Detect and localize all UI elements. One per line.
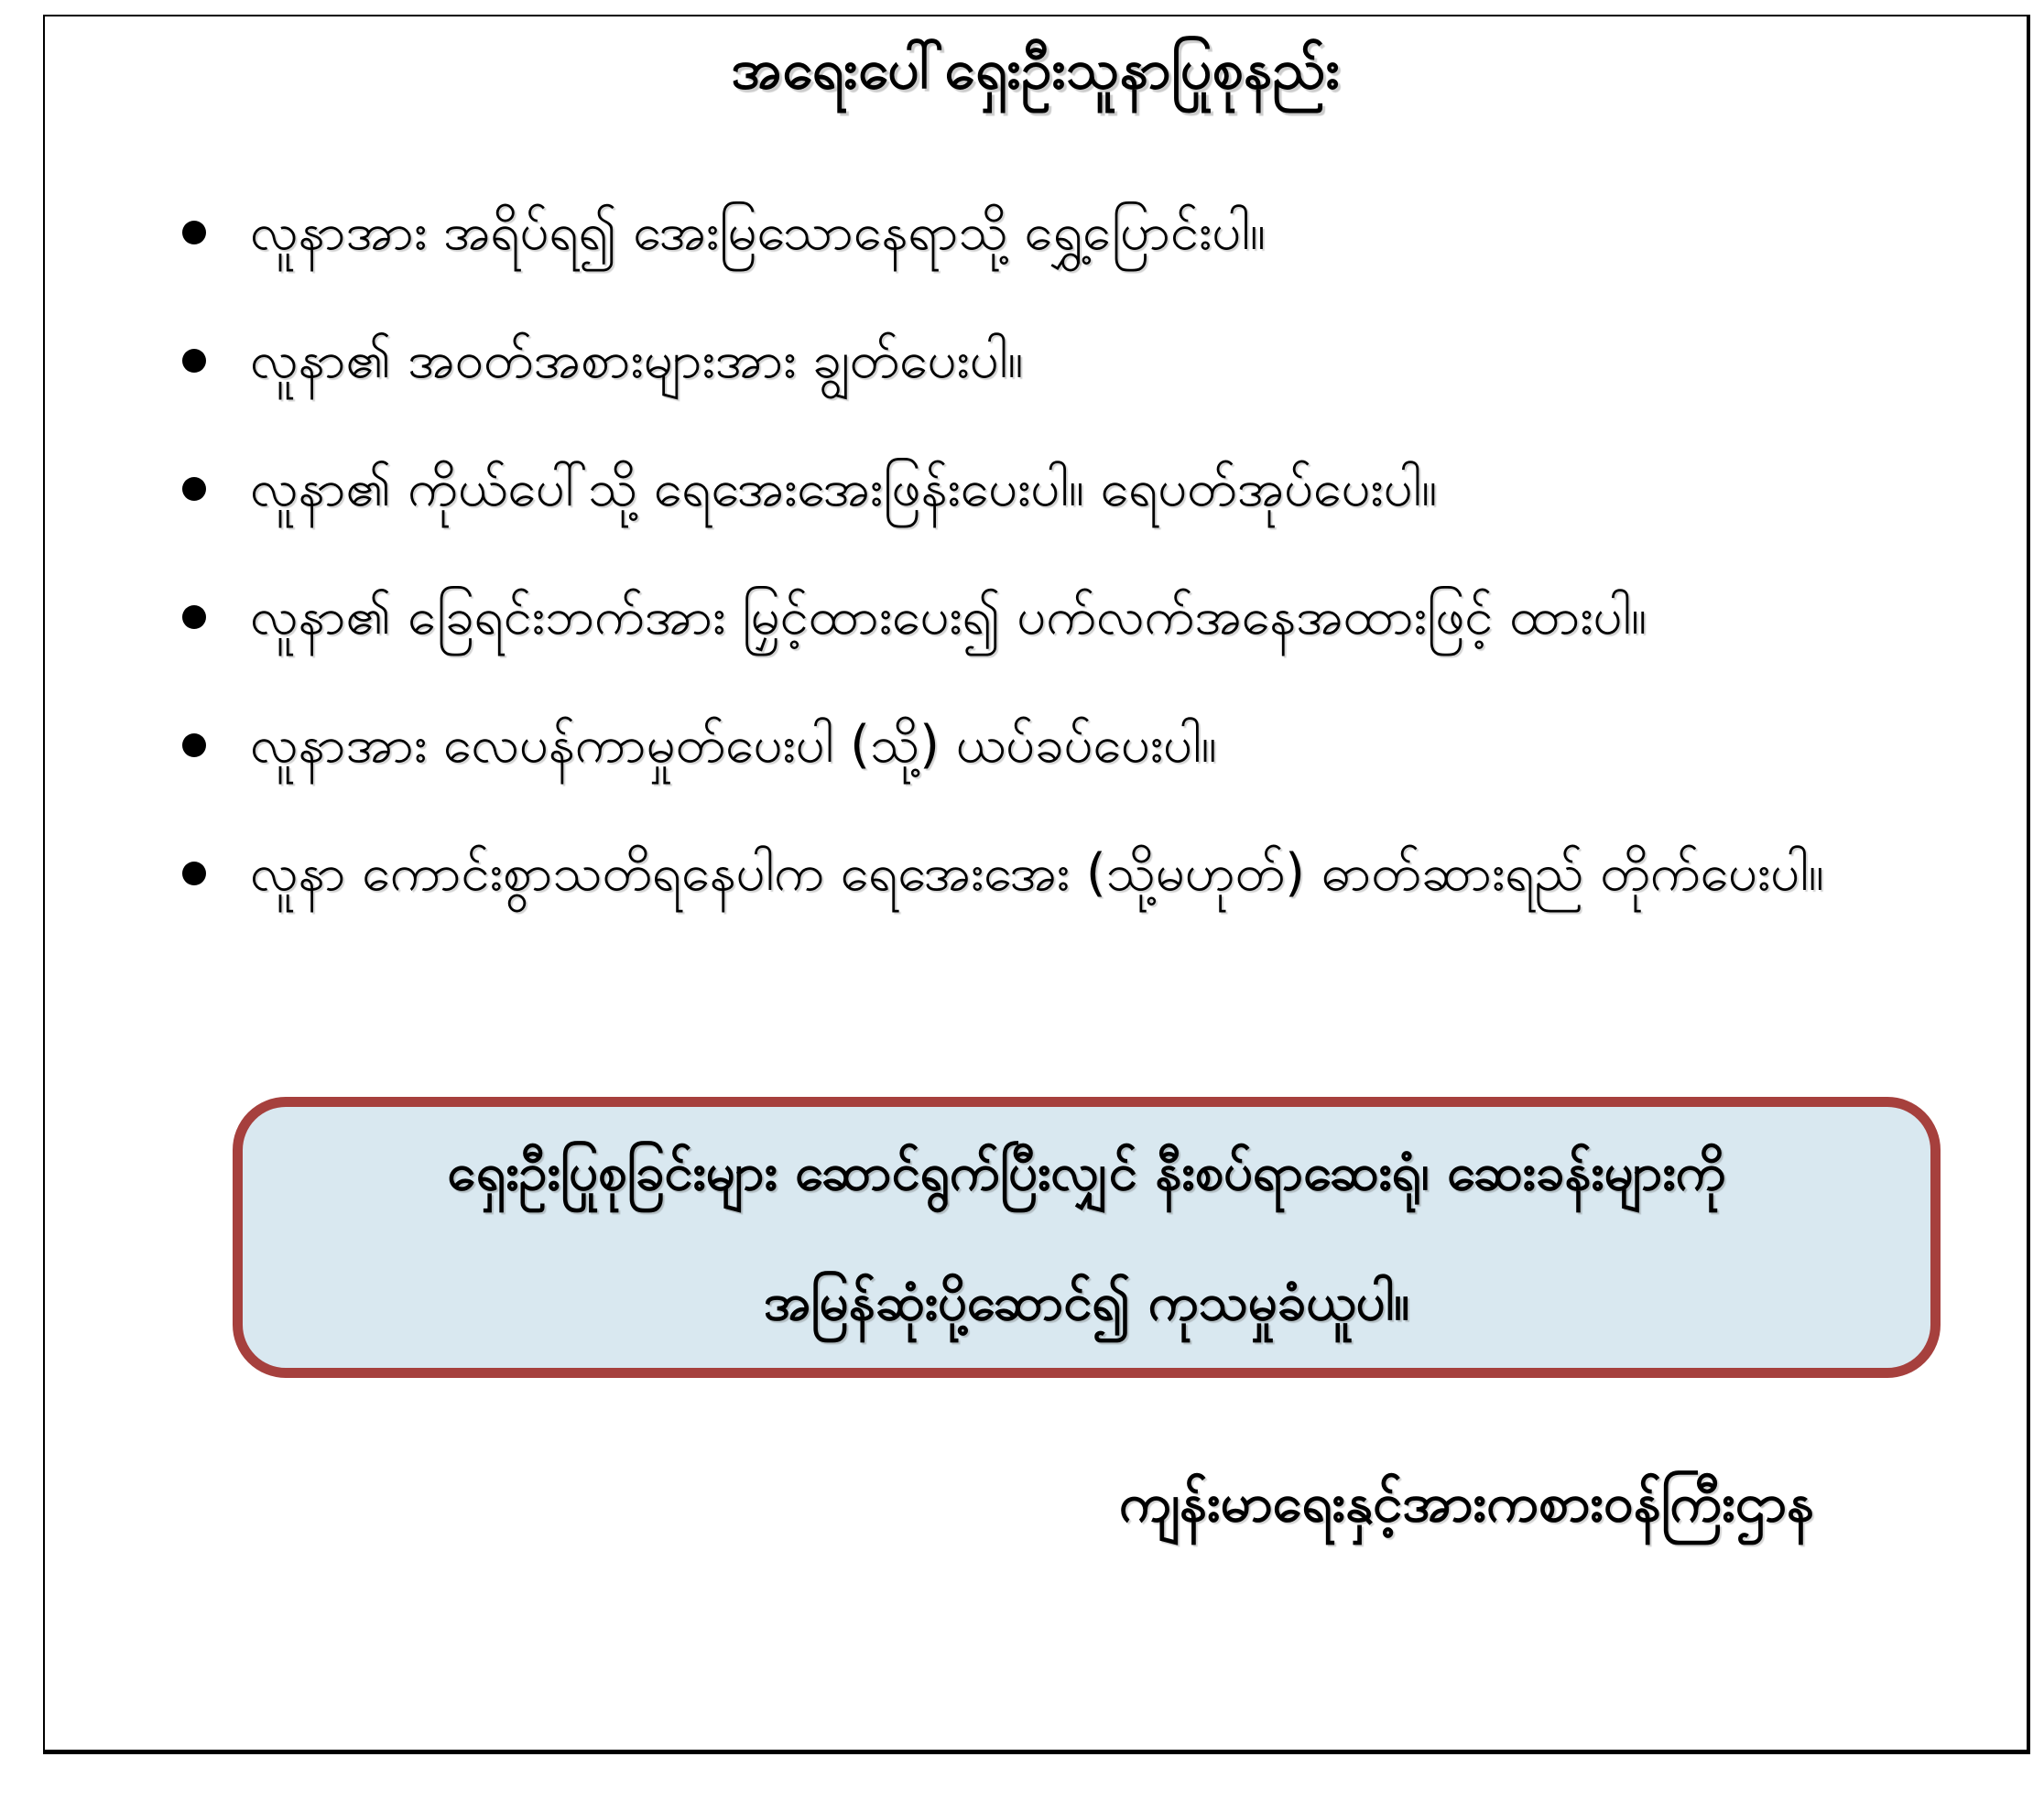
list-item-text: လူနာ၏ ကိုယ်ပေါ်သို့ ရေအေးအေးဖြန်းပေးပါ။ ရေပတ်အုပ်ပေးပါ။ [250,459,1438,518]
bullet-list [182,168,1977,938]
bullet-icon [182,477,206,501]
callout-box [233,1097,1941,1378]
page-frame [43,15,2030,1754]
list-item [182,809,1977,938]
bullet-icon [182,605,206,629]
list-item-text: လူနာ၏ ခြေရင်းဘက်အား မြှင့်ထားပေး၍ ပက်လက်အနေအထားဖြင့် ထားပါ။ [250,587,1647,646]
list-item [182,425,1977,553]
list-item [182,681,1977,809]
list-item-text: လူနာ ကောင်းစွာသတိရနေပါက ရေအေးအေး (သို့မဟုတ်) ဓာတ်ဆားရည် တိုက်ပေးပါ။ [250,843,1824,903]
list-item [182,297,1977,425]
bullet-icon [182,349,206,373]
list-item-text: လူနာအား လေပန်ကာမှုတ်ပေးပါ (သို့) ယပ်ခပ်ပေးပါ။ [250,715,1217,775]
footer-signature: ကျန်းမာရေးနှင့်အားကစားဝန်ကြီးဌာန [1119,1471,1814,1534]
page-title: အရေးပေါ်ရှေးဦးသူနာပြုစုနည်း [731,38,1341,102]
list-item-text: လူနာအား အရိပ်ရ၍ အေးမြသောနေရာသို့ ရွှေ့ပြောင်းပါ။ [250,202,1266,262]
bullet-icon [182,221,206,244]
bullet-icon [182,862,206,885]
list-item-text: လူနာ၏ အဝတ်အစားများအား ချွတ်ပေးပါ။ [250,331,1024,390]
callout-line-1: ရှေးဦးပြုစုခြင်းများ ဆောင်ရွက်ပြီးလျှင် နီးစပ်ရာဆေးရုံ၊ ဆေးခန်းများကို [447,1142,1726,1202]
list-item [182,168,1977,297]
bullet-icon [182,733,206,757]
list-item [182,553,1977,681]
callout-line-2: အမြန်ဆုံးပို့ဆောင်၍ ကုသမှုခံယူပါ။ [763,1272,1410,1332]
